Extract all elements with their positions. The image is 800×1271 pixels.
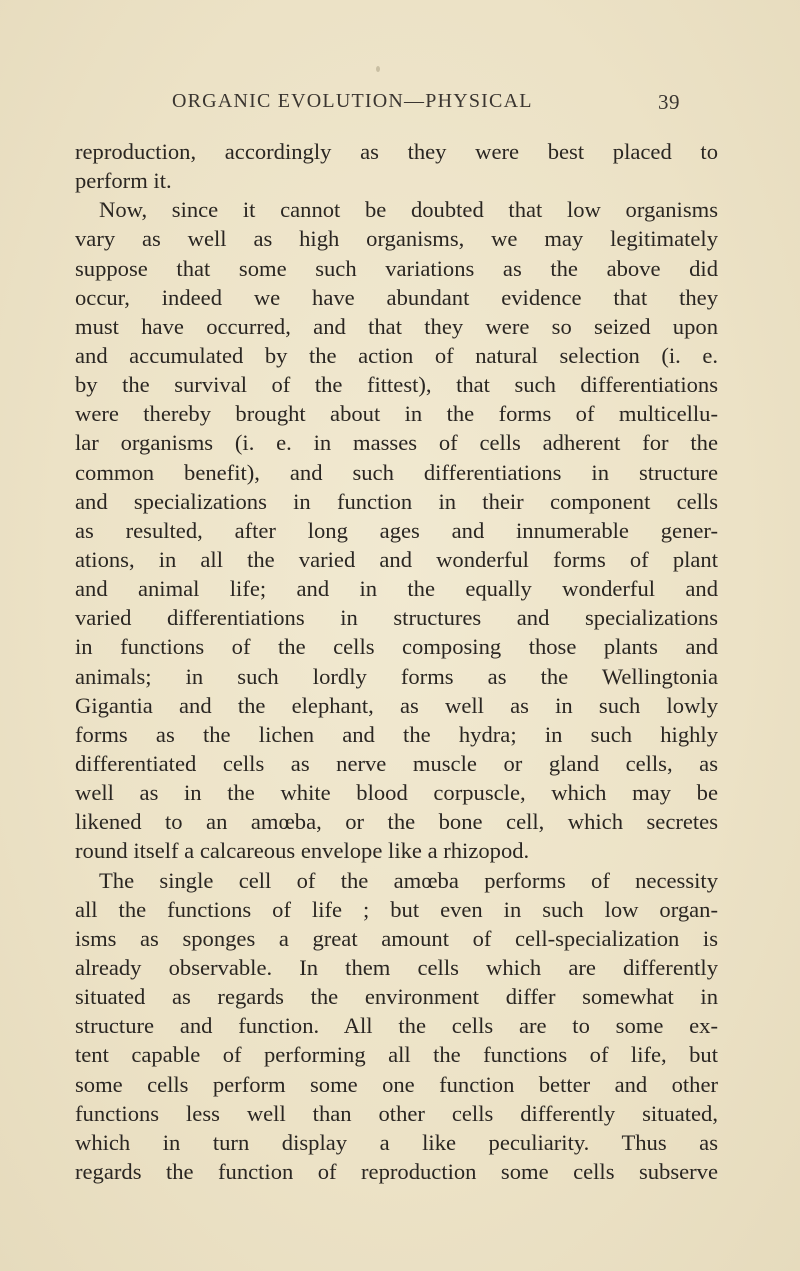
text-line: and specializations in function in their component cells [75, 488, 718, 514]
ink-speck [376, 66, 380, 72]
text-line: as resulted, after long ages and innumerable gener- [75, 517, 718, 543]
text-line: in functions of the cells composing those plants and [75, 634, 718, 660]
text-line: Now, since it cannot be doubted that low organisms [99, 197, 718, 223]
text-line: and accumulated by the action of natural selection (i. e. [75, 342, 718, 368]
text-line: situated as regards the environment differ somewhat in [75, 984, 718, 1010]
running-head [172, 90, 680, 120]
text-line: differentiated cells as nerve muscle or gland cells, as [75, 750, 718, 776]
text-line: well as in the white blood corpuscle, which may be [75, 780, 718, 806]
text-line: tent capable of performing all the functions of life, but [75, 1042, 718, 1068]
text-line: suppose that some such variations as the above did [75, 255, 718, 281]
text-line: varied differentiations in structures and specializations [75, 605, 718, 631]
text-line: must have occurred, and that they were so seized upon [75, 313, 718, 339]
text-line: regards the function of reproduction some cells subserve [75, 1158, 718, 1184]
text-line: vary as well as high organisms, we may legitimately [75, 226, 718, 252]
text-line: isms as sponges a great amount of cell-specialization is [75, 925, 718, 951]
text-line: some cells perform some one function better and other [75, 1071, 718, 1097]
text-line: animals; in such lordly forms as the Wellingtonia [75, 663, 718, 689]
page-number: 39 [658, 90, 680, 114]
text-line: and animal life; and in the equally wonderful and [75, 576, 718, 602]
text-line: The single cell of the amœba performs of necessity [99, 867, 718, 893]
text-line: already observable. In them cells which are differently [75, 954, 718, 980]
text-line: ations, in all the varied and wonderful forms of plant [75, 546, 718, 572]
text-line: forms as the lichen and the hydra; in such highly [75, 721, 718, 747]
text-line: perform it. [75, 168, 172, 194]
text-line: occur, indeed we have abundant evidence that they [75, 284, 718, 310]
text-line: functions less well than other cells differently situated, [75, 1100, 718, 1126]
text-line: which in turn display a like peculiarity. Thus as [75, 1129, 718, 1155]
running-title: ORGANIC EVOLUTION—PHYSICAL [172, 90, 533, 112]
text-line: reproduction, accordingly as they were best placed to [75, 139, 718, 164]
text-line: common benefit), and such differentiations in structure [75, 459, 718, 485]
text-line: round itself a calcareous envelope like a rhizopod. [75, 838, 530, 864]
text-line: Gigantia and the elephant, as well as in such lowly [75, 692, 718, 718]
text-line: structure and function. All the cells are to some ex- [75, 1013, 718, 1039]
text-line: likened to an amœba, or the bone cell, which secretes [75, 809, 718, 835]
text-line: lar organisms (i. e. in masses of cells adherent for the [75, 430, 718, 456]
text-line: were thereby brought about in the forms of multicellu- [75, 401, 718, 427]
text-line: all the functions of life ; but even in such low organ- [75, 896, 718, 922]
body-text [75, 137, 718, 1186]
text-line: by the survival of the fittest), that such differentiations [75, 372, 718, 398]
